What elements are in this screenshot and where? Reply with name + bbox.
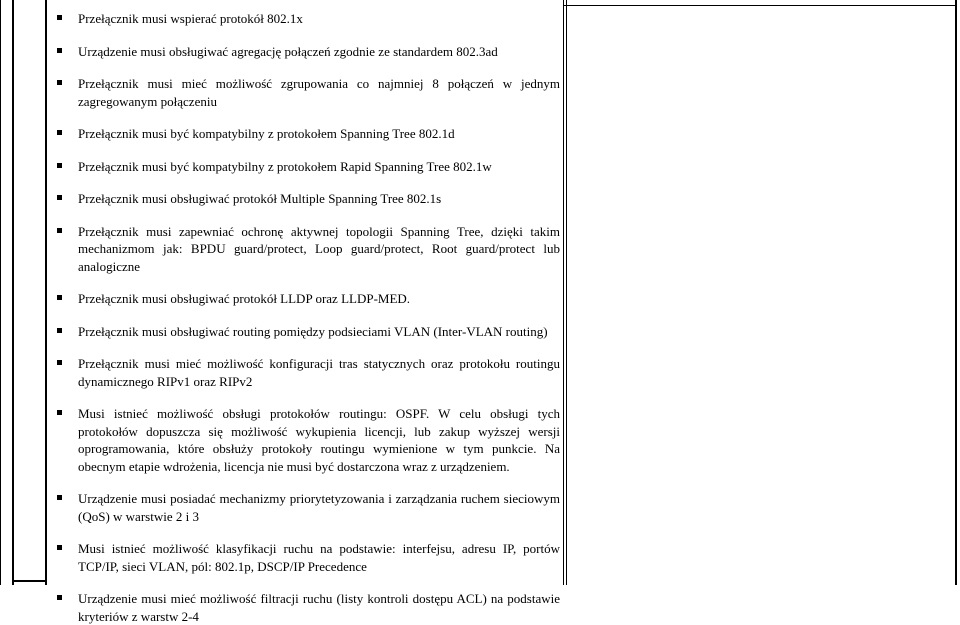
requirement-text: Przełącznik musi wspierać protokół 802.1x — [78, 11, 303, 26]
table-border-left — [0, 0, 1, 585]
list-item — [55, 125, 560, 143]
table-border-bottom — [12, 580, 47, 582]
list-item — [55, 355, 560, 390]
compliance-column — [565, 0, 958, 585]
bullet-icon — [57, 130, 62, 135]
requirement-text: Przełącznik musi obsługiwać protokół Multiple Spanning Tree 802.1s — [78, 191, 442, 206]
bullet-icon — [57, 295, 62, 300]
table-border-right — [955, 0, 957, 585]
bullet-icon — [57, 495, 62, 500]
requirement-text: Przełącznik musi mieć możliwość konfiguracji tras statycznych oraz protokołu routingu dynamicznego RIPv1 oraz RIPv2 — [78, 356, 560, 389]
list-item — [55, 323, 560, 341]
requirement-text: Przełącznik musi być kompatybilny z protokołem Spanning Tree 802.1d — [78, 126, 455, 141]
bullet-icon — [57, 595, 62, 600]
requirement-text: Przełącznik musi obsługiwać routing pomiędzy podsieciami VLAN (Inter-VLAN routing) — [78, 323, 548, 339]
requirements-list — [55, 10, 560, 625]
bullet-icon — [57, 328, 62, 333]
requirement-text: Musi istnieć możliwość klasyfikacji ruchu na podstawie: interfejsu, adresu IP, portów TCP/IP, sieci VLAN, pól: 802.1p, DSCP/IP Precedence — [78, 541, 560, 574]
column-divider-3 — [566, 0, 567, 585]
requirement-text: Przełącznik musi mieć możliwość zgrupowania co najmniej 8 połączeń w jednym zagregowanym połączeniu — [78, 76, 560, 109]
requirement-text: Urządzenie musi obsługiwać agregację połączeń zgodnie ze standardem 802.3ad — [78, 43, 498, 59]
bullet-icon — [57, 545, 62, 550]
table-border-top — [564, 5, 956, 6]
bullet-icon — [57, 48, 62, 53]
bullet-icon — [57, 360, 62, 365]
bullet-icon — [57, 228, 62, 233]
requirement-text: Urządzenie musi mieć możliwość filtracji ruchu (listy kontroli dostępu ACL) na podstawie kryteriów z warstw 2-4 — [78, 591, 560, 624]
list-item — [55, 490, 560, 525]
list-item — [55, 290, 560, 308]
requirement-text: Przełącznik musi obsługiwać protokół LLDP oraz LLDP-MED. — [78, 291, 411, 306]
list-item — [55, 405, 560, 475]
requirement-text: Urządzenie musi posiadać mechanizmy priorytetyzowania i zarządzania ruchem sieciowym (QoS) w warstwie 2 i 3 — [78, 491, 560, 524]
bullet-icon — [57, 195, 62, 200]
table-border-left-inner — [12, 0, 14, 585]
bullet-icon — [57, 15, 62, 20]
list-item — [55, 540, 560, 575]
list-item — [55, 223, 560, 276]
requirement-text: Przełącznik musi być kompatybilny z protokołem Rapid Spanning Tree 802.1w — [78, 158, 492, 174]
requirement-text: Musi istnieć możliwość obsługi protokołów routingu: OSPF. W celu obsługi tych protokołów dopuszcza się możliwość wykupienia licencji, lub zakup wyższej wersji oprogramowania, które obsłuży protokoły routingu wymienione w tym punkcie. Na obecnym etapie wdrożenia, licencja nie musi być dostarczona wraz z urządzeniem. — [78, 406, 560, 474]
list-item — [55, 158, 560, 176]
bullet-icon — [57, 163, 62, 168]
column-divider-1 — [45, 0, 47, 585]
bullet-icon — [57, 410, 62, 415]
list-item — [55, 590, 560, 625]
column-divider-2 — [563, 0, 564, 585]
requirement-text: Przełącznik musi zapewniać ochronę aktywnej topologii Spanning Tree, dzięki takim mechanizmom jak: BPDU guard/protect, Loop guard/protect, Root guard/protect lub analogiczne — [78, 223, 560, 274]
list-item — [55, 43, 560, 61]
list-item — [55, 190, 560, 208]
row-number-column — [0, 0, 45, 585]
list-item — [55, 75, 560, 110]
list-item — [55, 10, 560, 28]
bullet-icon — [57, 80, 62, 85]
